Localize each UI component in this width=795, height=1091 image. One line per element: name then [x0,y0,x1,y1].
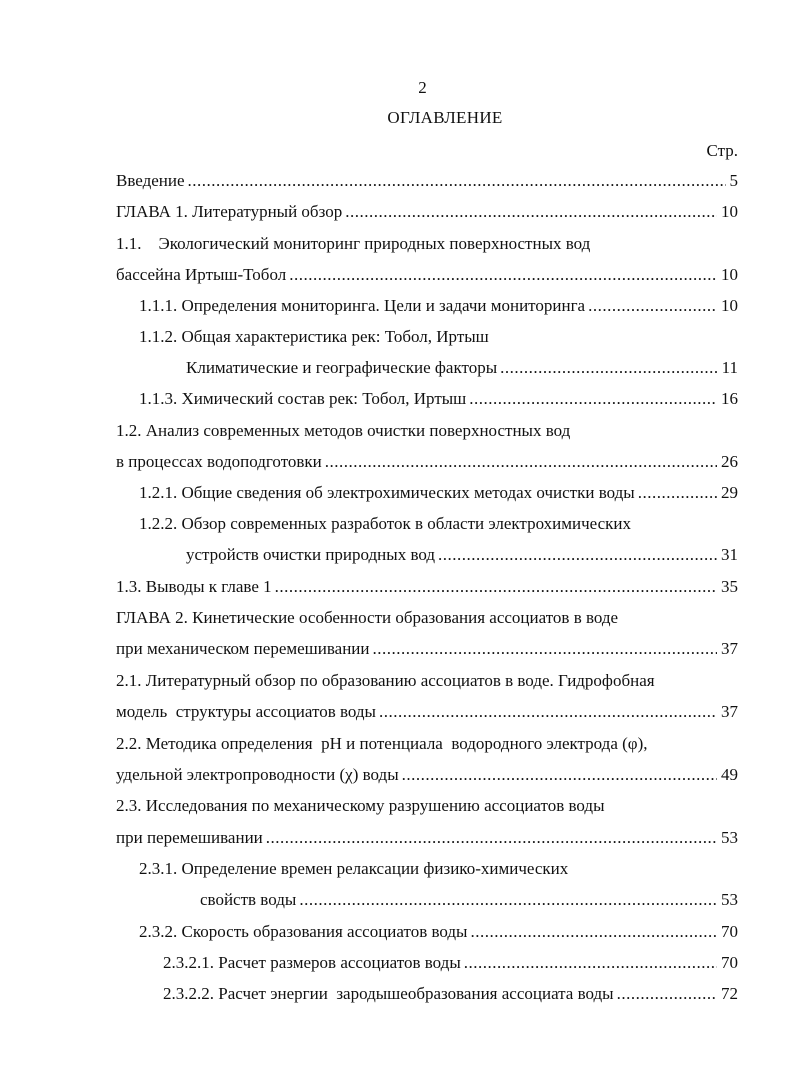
toc-entry-page: 5 [729,171,738,190]
toc-entry [200,889,738,911]
toc-entry [163,952,738,974]
toc-entry-text: 2.3. Исследования по механическому разрушению ассоциатов воды [116,796,605,815]
toc-entry-text: 1.3. Выводы к главе 1 [116,577,272,596]
toc-leader-dots [379,701,717,723]
toc-leader-dots [438,544,717,566]
toc-leader-dots [289,264,717,286]
toc-leader-dots [373,638,717,660]
toc-leader-dots [588,295,717,317]
toc-entry [116,451,738,473]
toc-entry-text: при механическом перемешивании [116,639,370,658]
toc-entry-text: 2.1. Литературный обзор по образованию ассоциатов в воде. Гидрофобная [116,671,655,690]
toc-entry-page: 29 [721,483,738,502]
toc-entry [139,388,738,410]
toc-entry-text: 1.2.1. Общие сведения об электрохимических методах очистки воды [139,483,635,502]
toc-leader-dots [325,451,717,473]
toc-entry [116,201,738,223]
toc-entry-text: 2.2. Методика определения pH и потенциала водородного электрода (φ), [116,734,648,753]
toc-entry-text: 2.3.2. Скорость образования ассоциатов воды [139,922,468,941]
toc-leader-dots [299,889,717,911]
toc-entry-text: при перемешивании [116,828,263,847]
toc-entry-page: 70 [721,953,738,972]
toc-entry-text: ГЛАВА 1. Литературный обзор [116,202,343,221]
toc-entry-text: устройств очистки природных вод [186,545,436,564]
toc-leader-dots [469,388,717,410]
toc-entry-page: 26 [721,452,738,471]
toc-leader-dots [464,952,717,974]
toc-entry [186,544,738,566]
toc-entry-text: Климатические и географические факторы [186,358,498,377]
toc-entry-text: Введение [116,171,185,190]
toc-leader-dots [500,357,718,379]
toc-entry [116,827,738,849]
page-column-label: Стр. [706,141,738,160]
toc-entry [163,983,738,1005]
toc-entry-page: 70 [721,922,738,941]
toc-entry-page: 10 [721,296,738,315]
toc-entry [186,357,738,379]
toc-leader-dots [275,576,717,598]
toc-entry-text: 1.1.3. Химический состав рек: Тобол, Иртыш [139,389,467,408]
toc-entry-text: 1.1. Экологический мониторинг природных поверхностных вод [116,234,591,253]
toc-entry-page: 37 [721,702,738,721]
toc-leader-dots [345,201,717,223]
toc-entry-text: свойств воды [200,890,297,909]
toc-entry-text: 1.2. Анализ современных методов очистки поверхностных вод [116,421,571,440]
toc-entry-page: 49 [721,765,738,784]
toc-entry-text: 1.1.1. Определения мониторинга. Цели и задачи мониторинга [139,296,586,315]
toc-entry-page: 16 [721,389,738,408]
toc-leader-dots [638,482,717,504]
toc-entry-text: 1.2.2. Обзор современных разработок в области электрохимических [139,514,632,533]
toc-entry-page: 53 [721,828,738,847]
toc-leader-dots [266,827,717,849]
toc-entry-page: 11 [721,358,738,377]
toc-entry-text: 2.3.2.2. Расчет энергии зародышеобразования ассоциата воды [163,984,614,1003]
page-number: 2 [418,78,427,97]
toc-entry [116,576,738,598]
toc-leader-dots [402,764,717,786]
toc-entry-page: 35 [721,577,738,596]
toc-entry-text: модель структуры ассоциатов воды [116,702,376,721]
page-title: ОГЛАВЛЕНИЕ [387,108,503,127]
toc-entry-text: 1.1.2. Общая характеристика рек: Тобол, Иртыш [139,327,489,346]
toc-leader-dots [188,170,726,192]
toc-entry [116,170,738,192]
toc-entry-page: 72 [721,984,738,1003]
toc-entry [139,295,738,317]
toc-entry [116,764,738,786]
toc-leader-dots [470,921,717,943]
toc-entry-page: 31 [721,545,738,564]
toc-entry-page: 37 [721,639,738,658]
toc-entry [139,921,738,943]
toc-entry-page: 53 [721,890,738,909]
toc-entry-text: 2.3.1. Определение времен релаксации физико-химических [139,859,569,878]
toc-entry-page: 10 [721,265,738,284]
toc-leader-dots [617,983,717,1005]
toc-entry [116,701,738,723]
toc-entry-text: в процессах водоподготовки [116,452,322,471]
toc-entry-page: 10 [721,202,738,221]
toc-entry [139,482,738,504]
toc-entry-text: 2.3.2.1. Расчет размеров ассоциатов воды [163,953,461,972]
toc-entry [116,638,738,660]
toc-entry-text: удельной электропроводности (χ) воды [116,765,399,784]
toc-entry [116,264,738,286]
toc-entry-text: ГЛАВА 2. Кинетические особенности образования ассоциатов в воде [116,608,619,627]
toc-entry-text: бассейна Иртыш-Тобол [116,265,287,284]
